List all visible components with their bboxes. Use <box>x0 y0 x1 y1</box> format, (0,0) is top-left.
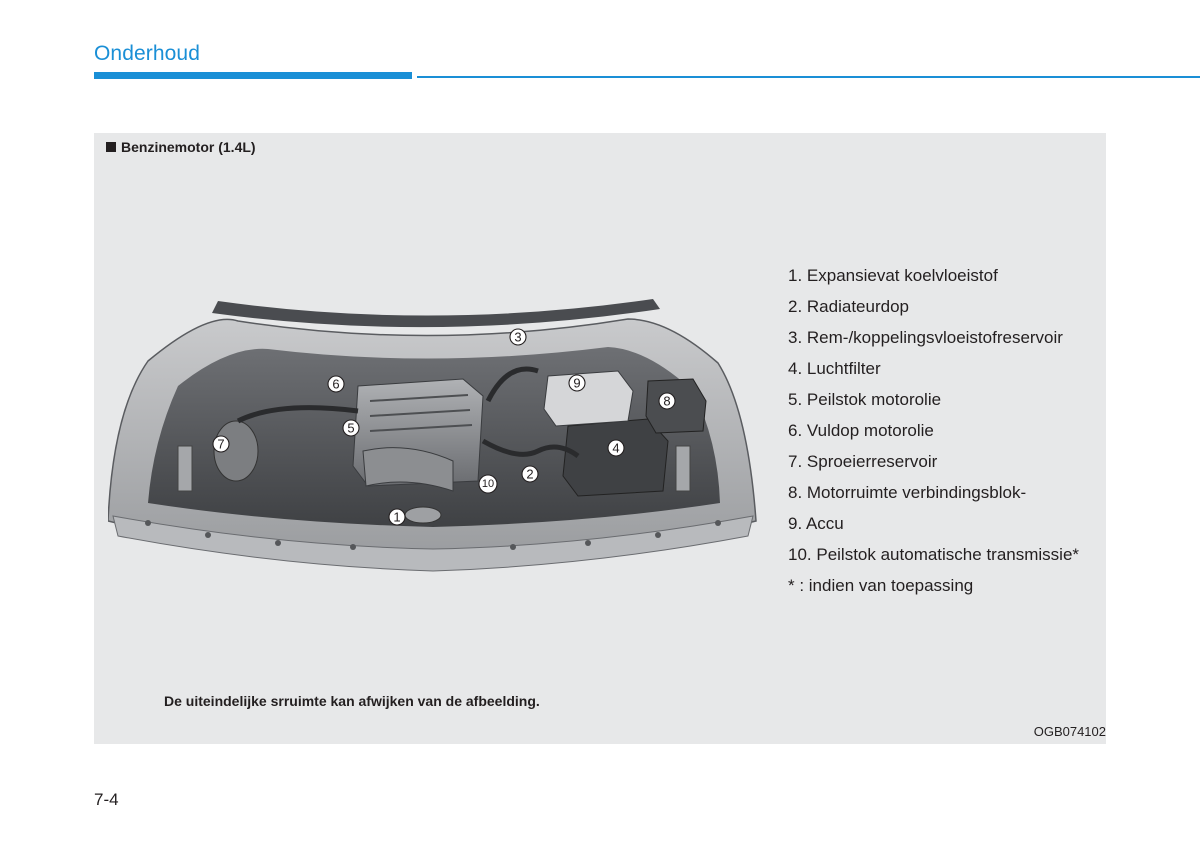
svg-text:4: 4 <box>612 440 620 456</box>
callout-9 <box>569 375 585 391</box>
svg-text:10: 10 <box>481 478 495 490</box>
figure-caption-text: Benzinemotor (1.4L) <box>121 139 256 155</box>
air-filter-box <box>563 419 668 496</box>
callout-8 <box>659 393 675 409</box>
svg-text:3: 3 <box>514 329 522 345</box>
battery <box>544 371 633 426</box>
legend-item: 1. Expansievat koelvloeistof <box>788 266 998 285</box>
legend-item: 6. Vuldop motorolie <box>788 421 934 440</box>
callout-4 <box>608 440 624 456</box>
right-strut <box>676 446 690 491</box>
callout-3 <box>510 329 526 345</box>
legend-item: 4. Luchtfilter <box>788 359 881 378</box>
svg-text:2: 2 <box>526 466 534 482</box>
svg-text:5: 5 <box>347 420 355 436</box>
callout-2 <box>522 466 538 482</box>
legend-item: 3. Rem-/koppelingsvloeistofreservoir <box>788 328 1063 347</box>
legend-item: 5. Peilstok motorolie <box>788 390 942 409</box>
hood-edge <box>212 299 660 327</box>
coolant-reservoir-shape <box>405 507 441 523</box>
figure-caption <box>106 139 256 155</box>
legend-item: 7. Sproeierreservoir <box>788 452 938 471</box>
section-title: Onderhoud <box>94 42 200 65</box>
callout-1 <box>389 509 405 525</box>
svg-text:9: 9 <box>573 375 581 391</box>
svg-text:7: 7 <box>217 436 225 452</box>
legend-item: 9. Accu <box>788 514 844 533</box>
caption-bullet-square <box>106 142 116 152</box>
callout-7 <box>213 436 229 452</box>
svg-text:6: 6 <box>332 376 340 392</box>
header-rule-thick <box>94 72 412 79</box>
legend-item: 10. Peilstok automatische transmissie* <box>788 545 1080 564</box>
left-strut <box>178 446 192 491</box>
callout-6 <box>328 376 344 392</box>
engine-bay-illustration <box>108 291 758 583</box>
header-rule-thin <box>417 76 1200 78</box>
legend-footnote: * : indien van toepassing <box>788 576 974 595</box>
callout-10 <box>479 475 497 493</box>
legend-item: 8. Motorruimte verbindingsblok- <box>788 483 1027 502</box>
figure-panel <box>94 133 1106 744</box>
page-number: 7-4 <box>94 790 119 809</box>
legend-item: 2. Radiateurdop <box>788 297 909 316</box>
figure-note: De uiteindelijke srruimte kan afwijken van de afbeelding. <box>164 693 540 709</box>
callout-5 <box>343 420 359 436</box>
figure-code: OGB074102 <box>1033 724 1106 739</box>
svg-text:1: 1 <box>393 509 401 525</box>
legend-list <box>788 260 1079 601</box>
svg-text:8: 8 <box>663 393 671 409</box>
fuse-box <box>646 379 706 433</box>
